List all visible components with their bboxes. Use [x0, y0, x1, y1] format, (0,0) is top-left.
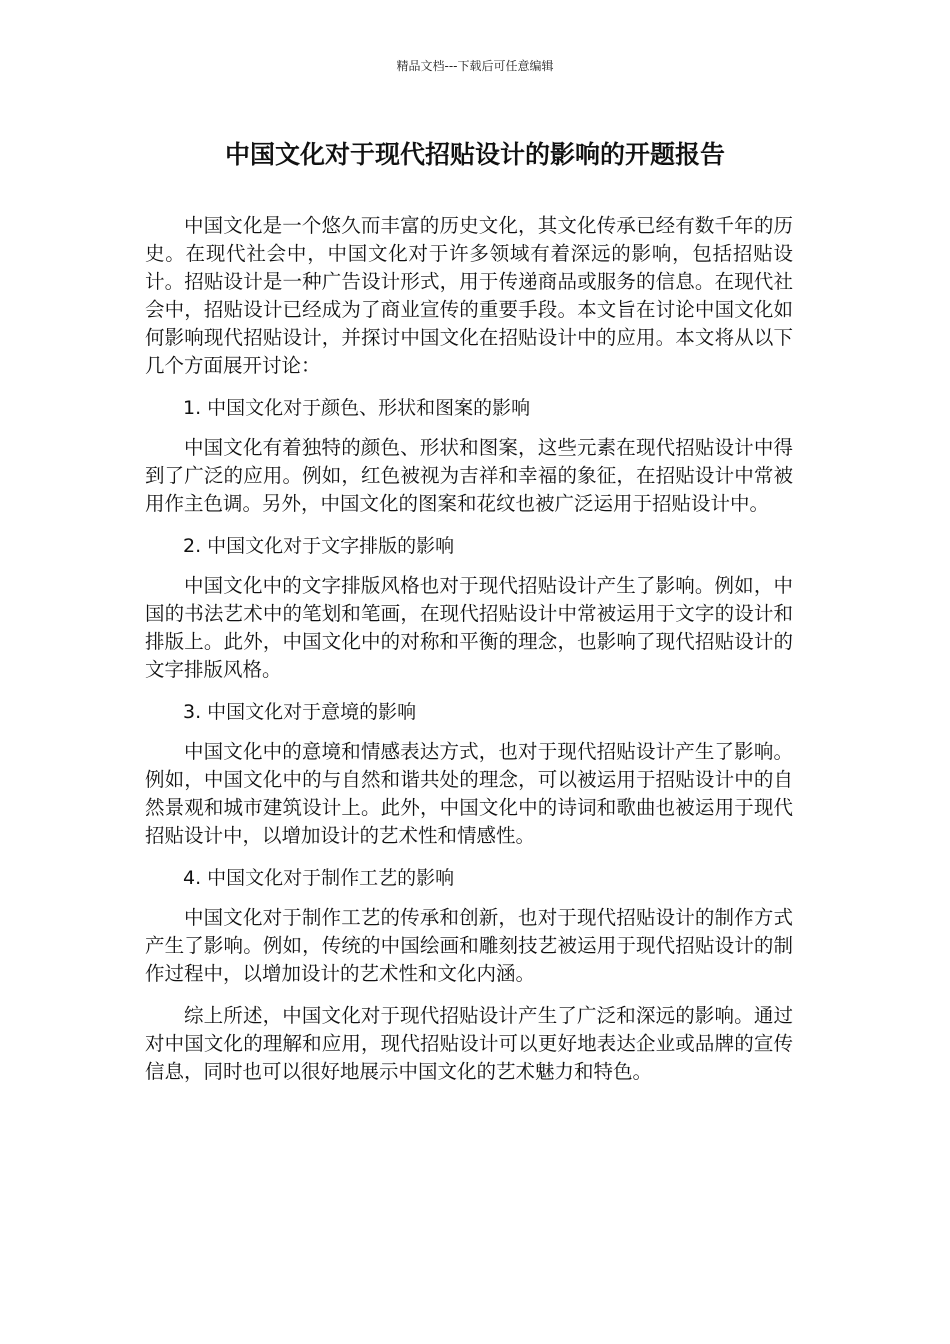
- section-heading-4: 4. 中国文化对于制作工艺的影响: [183, 867, 455, 889]
- section-body-1: 中国文化有着独特的颜色、形状和图案，这些元素在现代招贴设计中得到了广泛的应用。例如，红色被视为吉祥和幸福的象征，在招贴设计中常被用作主色调。另外，中国文化的图案和花纹也被广泛运用于招贴设计中。: [145, 436, 793, 515]
- section-body-4: 中国文化对于制作工艺的传承和创新，也对于现代招贴设计的制作方式产生了影响。例如，传统的中国绘画和雕刻技艺被运用于现代招贴设计的制作过程中，以增加设计的艺术性和文化内涵。: [145, 906, 793, 985]
- section-body-2: 中国文化中的文字排版风格也对于现代招贴设计产生了影响。例如，中国的书法艺术中的笔划和笔画，在现代招贴设计中常被运用于文字的设计和排版上。此外，中国文化中的对称和平衡的理念，也影响了现代招贴设计的文字排版风格。: [145, 574, 793, 681]
- section-heading-2: 2. 中国文化对于文字排版的影响: [183, 535, 455, 557]
- section-body-3: 中国文化中的意境和情感表达方式，也对于现代招贴设计产生了影响。例如，中国文化中的与自然和谐共处的理念，可以被运用于招贴设计中的自然景观和城市建筑设计上。此外，中国文化中的诗词和歌曲也被运用于现代招贴设计中，以增加设计的艺术性和情感性。: [145, 740, 793, 847]
- page-header: 精品文档---下载后可任意编辑: [396, 59, 554, 73]
- intro-paragraph: 中国文化是一个悠久而丰富的历史文化，其文化传承已经有数千年的历史。在现代社会中，中国文化对于许多领域有着深远的影响，包括招贴设计。招贴设计是一种广告设计形式，用于传递商品或服务的信息。在现代社会中，招贴设计已经成为了商业宣传的重要手段。本文旨在讨论中国文化如何影响现代招贴设计，并探讨中国文化在招贴设计中的应用。本文将从以下几个方面展开讨论：: [145, 214, 793, 377]
- conclusion-paragraph: 综上所述，中国文化对于现代招贴设计产生了广泛和深远的影响。通过对中国文化的理解和应用，现代招贴设计可以更好地表达企业或品牌的宣传信息，同时也可以很好地展示中国文化的艺术魅力和特色。: [145, 1004, 793, 1083]
- section-heading-3: 3. 中国文化对于意境的影响: [183, 701, 417, 723]
- document-title: 中国文化对于现代招贴设计的影响的开题报告: [224, 140, 725, 169]
- section-heading-1: 1. 中国文化对于颜色、形状和图案的影响: [183, 397, 531, 419]
- document-body: [145, 212, 793, 1100]
